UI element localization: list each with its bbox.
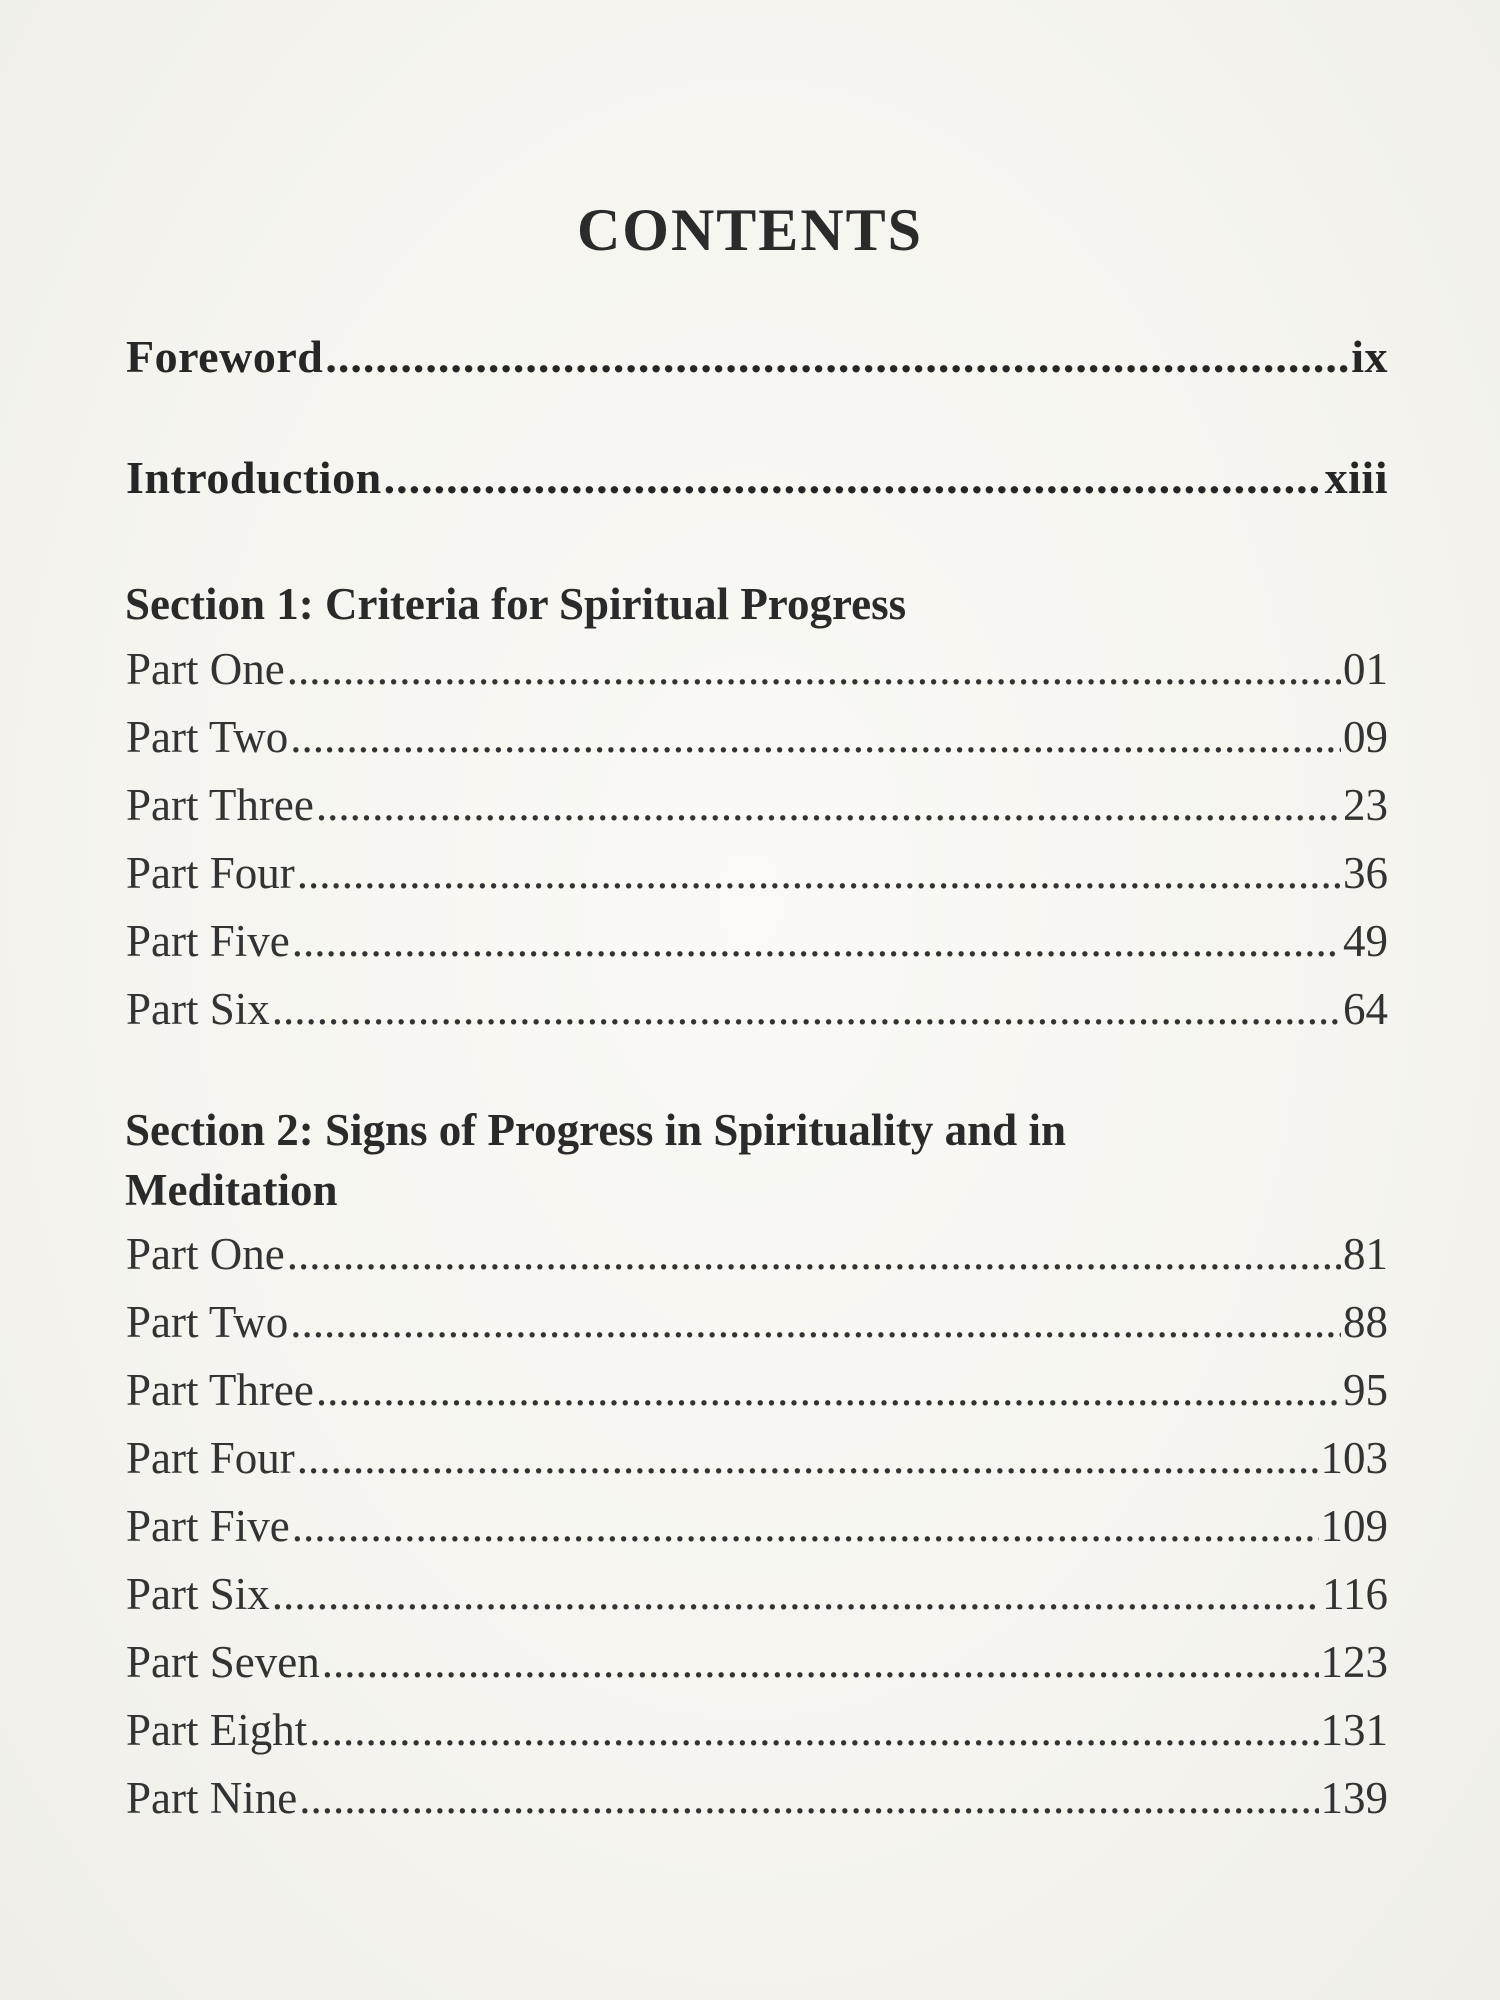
toc-entry-part — [126, 711, 1388, 763]
toc-entry-page: ix — [1351, 331, 1388, 382]
toc-entry-page: 95 — [1343, 1365, 1388, 1415]
dot-leader — [299, 1772, 1318, 1824]
toc-entry-page: 49 — [1343, 916, 1388, 966]
dot-leader — [292, 915, 1341, 967]
toc-entry-part — [126, 1364, 1388, 1416]
dot-leader — [287, 1228, 1341, 1280]
toc-entry-label: Part Three — [126, 1365, 314, 1415]
toc-entry-label: Part Six — [126, 1569, 270, 1619]
toc-entry-page: 64 — [1343, 984, 1388, 1034]
toc-entry-page: 131 — [1320, 1705, 1388, 1755]
toc-entry-part — [126, 1568, 1388, 1620]
dot-leader — [316, 779, 1341, 831]
dot-leader — [322, 1636, 1319, 1688]
toc-entry-label: Part Two — [126, 1297, 289, 1347]
section-heading: Section 1: Criteria for Spiritual Progress — [125, 579, 907, 629]
dot-leader — [309, 1704, 1318, 1756]
toc-entry-part — [126, 1228, 1388, 1280]
section-heading: Section 2: Signs of Progress in Spirituality and in Meditation — [125, 1105, 1066, 1215]
page-title: CONTENTS — [576, 197, 924, 263]
toc-entry-part — [126, 1500, 1388, 1552]
toc-entry-part — [126, 1772, 1388, 1824]
toc-entry-label: Part Seven — [126, 1637, 320, 1687]
toc-entry-label: Part Nine — [126, 1773, 298, 1823]
toc-entry-page: xiii — [1324, 452, 1388, 503]
toc-entry-page: 103 — [1320, 1433, 1388, 1483]
toc-entry-page: 23 — [1343, 780, 1388, 830]
toc-entry-foreword — [126, 330, 1388, 383]
dot-leader — [325, 330, 1349, 383]
toc-entry-label: Part Four — [126, 848, 295, 898]
dot-leader — [297, 1432, 1319, 1484]
toc-entry-page: 36 — [1343, 848, 1388, 898]
toc-entry-page: 116 — [1322, 1569, 1388, 1619]
toc-entry-part — [126, 1432, 1388, 1484]
dot-leader — [384, 451, 1323, 504]
toc-entry-label: Part Five — [126, 916, 290, 966]
toc-entry-label: Part Three — [126, 780, 314, 830]
dot-leader — [287, 643, 1341, 695]
toc-entry-label: Part Two — [126, 712, 289, 762]
toc-entry-part — [126, 643, 1388, 695]
toc-entry-introduction — [126, 451, 1388, 504]
toc-entry-label: Part Four — [126, 1433, 295, 1483]
dot-leader — [272, 1568, 1320, 1620]
toc-entry-label: Foreword — [126, 331, 324, 382]
dot-leader — [290, 1296, 1341, 1348]
toc-entry-page: 09 — [1343, 712, 1388, 762]
dot-leader — [272, 983, 1341, 1035]
toc-entry-part — [126, 1636, 1388, 1688]
toc-entry-page: 88 — [1343, 1297, 1388, 1347]
toc-entry-page: 01 — [1343, 644, 1388, 694]
toc-entry-page: 81 — [1343, 1229, 1388, 1279]
toc-entry-part — [126, 1296, 1388, 1348]
toc-entry-label: Part Five — [126, 1501, 290, 1551]
toc-entry-label: Introduction — [126, 452, 382, 503]
toc-entry-part — [126, 983, 1388, 1035]
toc-entry-page: 123 — [1320, 1637, 1388, 1687]
toc-entry-label: Part Eight — [126, 1705, 308, 1755]
toc-entry-part — [126, 779, 1388, 831]
dot-leader — [290, 711, 1341, 763]
toc-entry-label: Part Six — [126, 984, 270, 1034]
toc-entry-label: Part One — [126, 1229, 285, 1279]
dot-leader — [316, 1364, 1341, 1416]
toc-entry-page: 139 — [1320, 1773, 1388, 1823]
toc-entry-page: 109 — [1320, 1501, 1388, 1551]
dot-leader — [292, 1500, 1319, 1552]
toc-entry-label: Part One — [126, 644, 285, 694]
toc-entry-part — [126, 847, 1388, 899]
toc-entry-part — [126, 915, 1388, 967]
dot-leader — [297, 847, 1341, 899]
toc-entry-part — [126, 1704, 1388, 1756]
